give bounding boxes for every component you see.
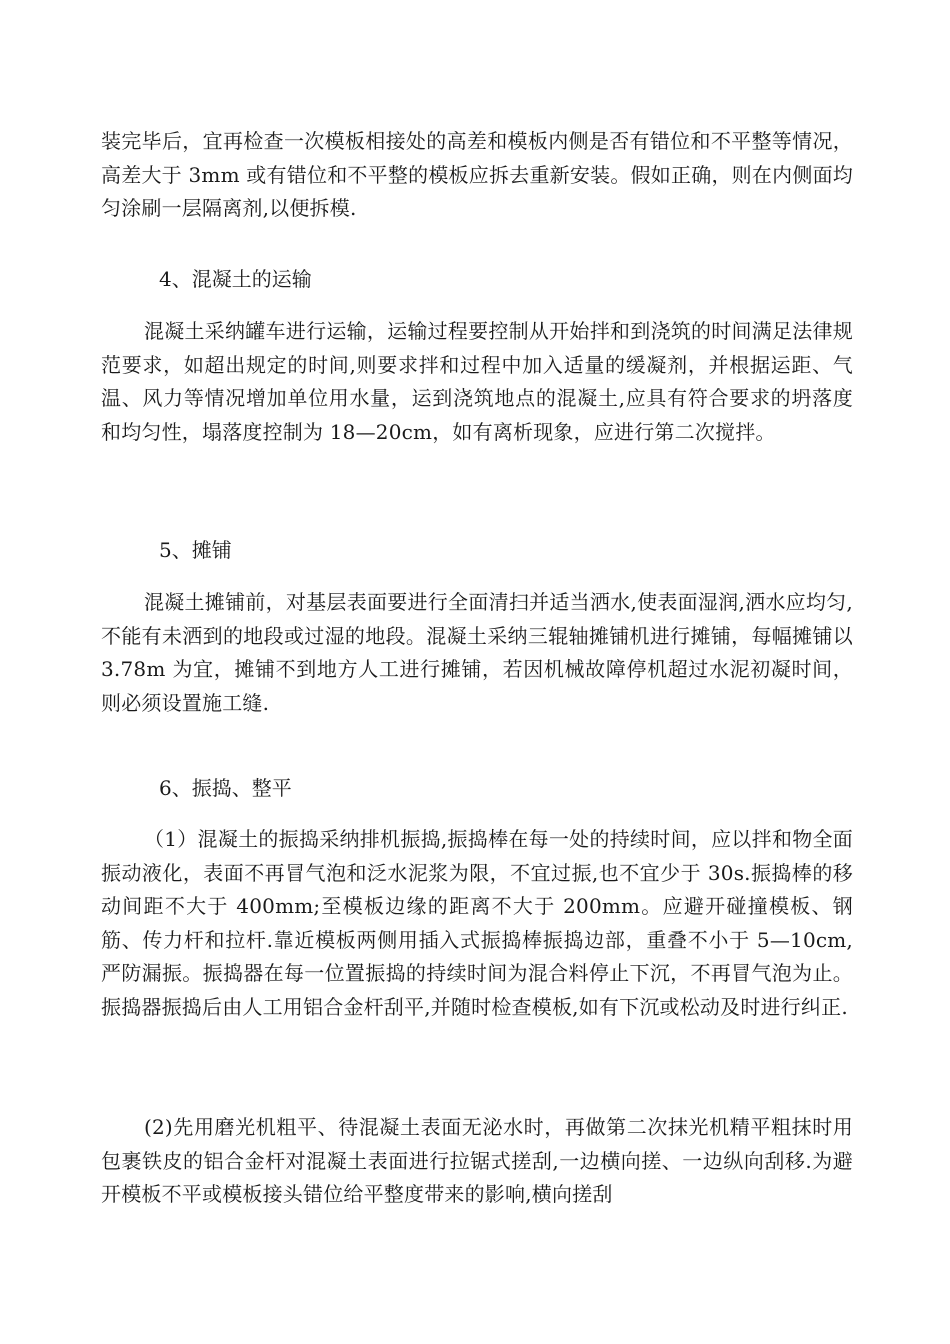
paragraph-formwork-check: 装完毕后，宜再检查一次模板相接处的高差和模板内侧是否有错位和不平整等情况，高差大于 3mm 或有错位和不平整的模板应拆去重新安装。假如正确，则在内侧面均匀涂刷一层隔离剂,以便拆模.	[101, 129, 853, 220]
paragraph-concrete-transport: 混凝土采纳罐车进行运输，运输过程要控制从开始拌和到浇筑的时间满足法律规范要求，如超出规定的时间,则要求拌和过程中加入适量的缓凝剂，并根据运距、气温、风力等情况增加单位用水量，运到浇筑地点的混凝土,应具有符合要求的坍落度和均匀性，塌落度控制为 18—20cm，如有离析现象，应进行第二次搅拌。	[101, 319, 853, 444]
section-heading-concrete-transport: 4、混凝土的运输	[159, 267, 312, 291]
section-heading-paving: 5、摊铺	[159, 538, 232, 562]
paragraph-paving: 混凝土摊铺前，对基层表面要进行全面清扫并适当洒水,使表面湿润,洒水应均匀,不能有未洒到的地段或过湿的地段。混凝土采纳三辊轴摊铺机进行摊铺，每幅摊铺以 3.78m 为宜，摊铺不到地方人工进行摊铺，若因机械故障停机超过水泥初凝时间，则必须设置施工缝.	[101, 590, 853, 715]
section-heading-vibration-leveling: 6、振捣、整平	[159, 776, 292, 800]
paragraph-leveling: (2)先用磨光机粗平、待混凝土表面无泌水时，再做第二次抹光机精平粗抹时用包裹铁皮的铝合金杆对混凝土表面进行拉锯式搓刮,一边横向搓、一边纵向刮移.为避开模板不平或模板接头错位给平整度带来的影响,横向搓刮	[101, 1115, 853, 1206]
paragraph-vibration: （1）混凝土的振捣采纳排机振捣,振捣棒在每一处的持续时间，应以拌和物全面振动液化，表面不再冒气泡和泛水泥浆为限，不宜过振,也不宜少于 30s.振捣棒的移动间距不大于 400mm;至模板边缘的距离不大于 200mm。应避开碰撞模板、钢筋、传力杆和拉杆.靠近模板两侧用插入式振捣棒振捣边部，重叠不小于 5—10cm,严防漏振。振捣器在每一位置振捣的持续时间为混合料停止下沉，不再冒气泡为止。振捣器振捣后由人工用铝合金杆刮平,并随时检查模板,如有下沉或松动及时进行纠正.	[101, 827, 853, 1019]
